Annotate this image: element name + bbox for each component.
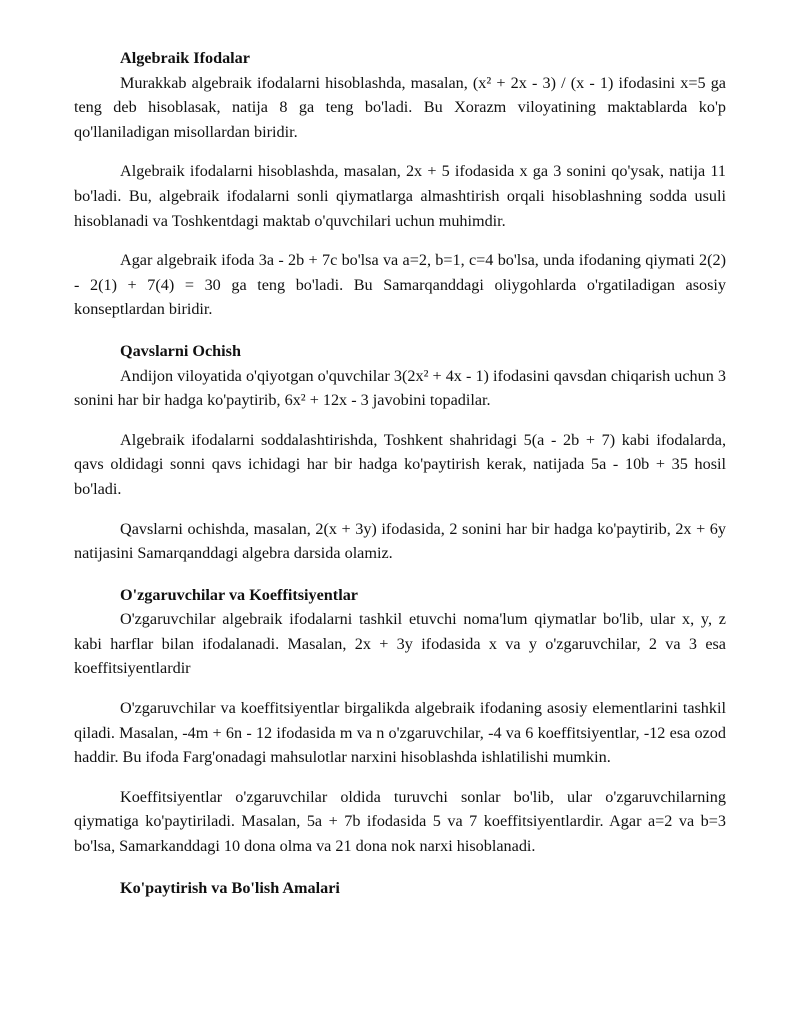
section-kopaytirish — [74, 876, 726, 901]
section-ozgaruvchilar — [74, 583, 726, 859]
paragraph: Qavslarni ochishda, masalan, 2(x + 3y) ifodasida, 2 sonini har bir hadga ko'paytirib, 2x + 6y natijasini Samarqanddagi algebra darsida olamiz. — [74, 519, 726, 563]
paragraph: Andijon viloyatida o'qiyotgan o'quvchilar 3(2x² + 4x - 1) ifodasini qavsdan chiqarish uchun 3 sonini har bir hadga ko'paytirib, 6x² + 12x - 3 javobini topadilar. — [74, 366, 726, 410]
paragraph: Algebraik ifodalarni soddalashtirishda, Toshkent shahridagi 5(a - 2b + 7) kabi ifodalarda, qavs oldidagi sonni qavs ichidagi har bir hadga ko'paytirish kerak, natijada 5a - 10b + 35 hosil bo'ladi. — [74, 430, 726, 498]
paragraph: O'zgaruvchilar va koeffitsiyentlar birgalikda algebraik ifodaning asosiy elementlarini tashkil qiladi. Masalan, -4m + 6n - 12 ifodasida m va n o'zgaruvchilar, -4 va 6 koeffitsiyentlar, -12 esa ozod haddir. Bu ifoda Farg'onadagi mahsulotlar narxini hisoblashda ishlatilishi mumkin. — [74, 699, 726, 767]
document-page — [74, 46, 726, 900]
section-qavslarni-ochish — [74, 339, 726, 566]
section-heading: Qavslarni Ochish — [120, 341, 241, 360]
section-algebraik-ifodalar — [74, 46, 726, 322]
section-heading: Ko'paytirish va Bo'lish Amalari — [120, 878, 340, 897]
section-heading: Algebraik Ifodalar — [120, 49, 250, 67]
section-heading: O'zgaruvchilar va Koeffitsiyentlar — [120, 585, 358, 604]
paragraph: O'zgaruvchilar algebraik ifodalarni tashkil etuvchi noma'lum qiymatlar bo'lib, ular x, y, z kabi harflar bilan ifodalanadi. Masalan, 2x + 3y ifodasida x va y o'zgaruvchilar, 2 va 3 esa koeffitsiyentlardir — [74, 610, 726, 678]
paragraph: Agar algebraik ifoda 3a - 2b + 7c bo'lsa va a=2, b=1, c=4 bo'lsa, unda ifodaning qiymati 2(2) - 2(1) + 7(4) = 30 ga teng bo'ladi. Bu Samarqanddagi oliygohlarda o'rgatiladigan asosiy konseptlardan biridir. — [74, 251, 726, 319]
paragraph: Algebraik ifodalarni hisoblashda, masalan, 2x + 5 ifodasida x ga 3 sonini qo'ysak, natija 11 bo'ladi. Bu, algebraik ifodalarni sonli qiymatlarga almashtirish orqali hisoblashning sodda usuli hisoblanadi va Toshkentdagi maktab o'quvchilari uchun muhimdir. — [74, 162, 726, 230]
paragraph: Koeffitsiyentlar o'zgaruvchilar oldida turuvchi sonlar bo'lib, ular o'zgaruvchilarning qiymatiga ko'paytiriladi. Masalan, 5a + 7b ifodasida 5 va 7 koeffitsiyentlardir. Agar a=2 va b=3 bo'lsa, Samarkanddagi 10 dona olma va 21 dona nok narxi hisoblanadi. — [74, 787, 726, 856]
paragraph: Murakkab algebraik ifodalarni hisoblashda, masalan, (x² + 2x - 3) / (x - 1) ifodasini x=5 ga teng deb hisoblasak, natija 8 ga teng bo'ladi. Bu Xorazm viloyatining maktablarda ko'p qo'llaniladigan misollardan biridir. — [74, 73, 726, 141]
